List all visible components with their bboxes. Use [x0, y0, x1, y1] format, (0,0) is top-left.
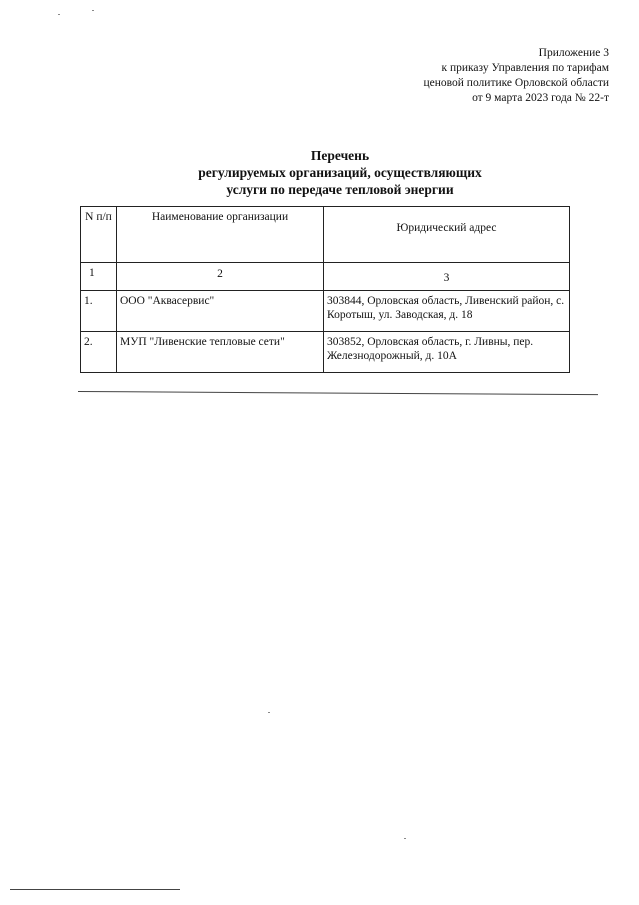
table-row: [81, 291, 570, 332]
scan-speck: [58, 14, 60, 15]
header-name: Наименование организации: [117, 207, 324, 263]
appendix-line-1: Приложение 3: [538, 47, 609, 59]
row-address: 303852, Орловская область, г. Ливны, пер. Железнодорожный, д. 10А: [324, 332, 570, 373]
row-org-name: ООО "Аквасервис": [117, 291, 324, 332]
title-line-1: Перечень: [310, 148, 370, 163]
header-num: N п/п: [81, 207, 117, 263]
table-row: [81, 332, 570, 373]
row-address: 303844, Орловская область, Ливенский район, с. Коротыш, ул. Заводская, д. 18: [324, 291, 570, 332]
row-org-name: МУП "Ливенские тепловые сети": [117, 332, 324, 373]
title-line-2: регулируемых организаций, осуществляющих: [198, 165, 482, 180]
table-header-row: [81, 207, 570, 263]
index-num: 1: [81, 263, 117, 291]
title-line-3: услуги по передаче тепловой энергии: [226, 182, 454, 197]
separator-line: [78, 391, 598, 395]
row-num: 2.: [81, 332, 117, 373]
appendix-line-3: ценовой политике Орловской области: [423, 77, 609, 89]
document-title: [80, 147, 600, 198]
index-address: 3: [324, 263, 570, 291]
footer-line: [10, 889, 180, 890]
appendix-line-2: к приказу Управления по тарифам: [441, 62, 609, 74]
appendix-note: [349, 46, 609, 106]
scan-speck: [268, 712, 270, 713]
index-name: 2: [117, 263, 324, 291]
scan-speck: [404, 838, 406, 839]
appendix-line-4: от 9 марта 2023 года № 22-т: [472, 92, 609, 104]
table-index-row: [81, 263, 570, 291]
row-num: 1.: [81, 291, 117, 332]
header-address: Юридический адрес: [324, 207, 570, 263]
scan-speck: [92, 10, 94, 11]
organizations-table: [80, 206, 570, 373]
